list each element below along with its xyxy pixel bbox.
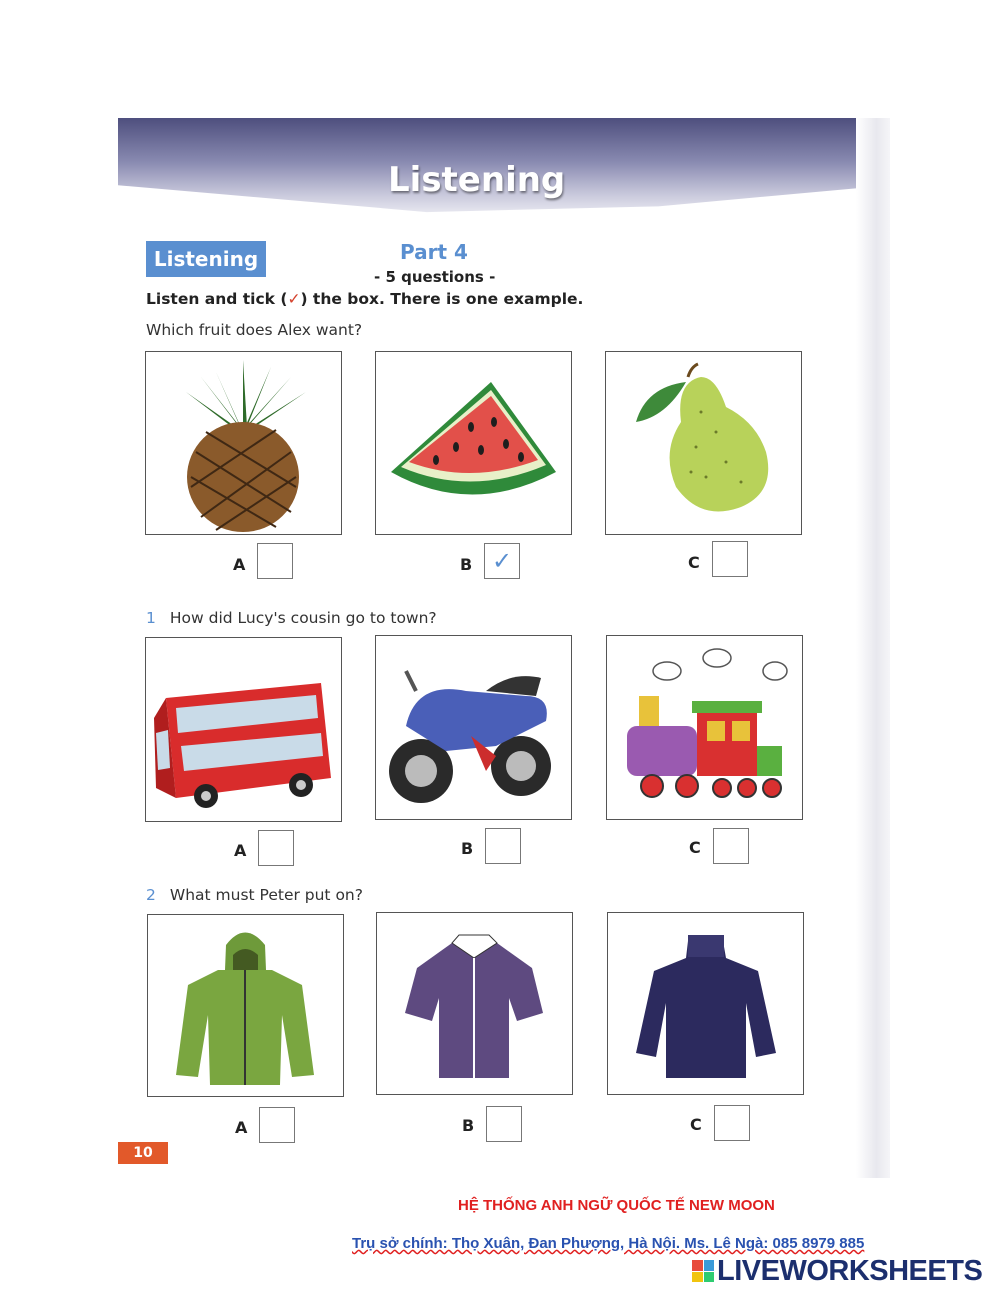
tick-box-example-c[interactable] xyxy=(712,541,748,577)
tick-box-q1-a[interactable] xyxy=(258,830,294,866)
option-letter-b: B xyxy=(460,555,473,574)
sweater-picture xyxy=(607,912,804,1095)
instructions-before: Listen and tick ( xyxy=(146,290,288,308)
tick-box-example-b[interactable]: ✓ xyxy=(484,543,520,579)
option-letter-b: B xyxy=(461,839,474,858)
question-count: - 5 questions - xyxy=(374,268,496,286)
watermark-text: LIVEWORKSHEETS xyxy=(717,1254,983,1287)
instructions-after: ) the box. There is one example. xyxy=(300,290,584,308)
option-letter-c: C xyxy=(688,553,700,572)
motorbike-picture xyxy=(375,635,572,820)
option-letter-a: A xyxy=(233,555,246,574)
question-1 xyxy=(146,609,437,627)
bus-picture xyxy=(145,637,342,822)
jacket-picture xyxy=(147,914,344,1097)
question-text: How did Lucy's cousin go to town? xyxy=(169,609,437,627)
watermelon-picture xyxy=(375,351,572,535)
footer-address: Trụ sở chính: Thọ Xuân, Đan Phượng, Hà Nội. Ms. Lê Ngà: 085 8979 885 xyxy=(352,1235,865,1252)
footer-school-name: HỆ THỐNG ANH NGỮ QUỐC TẾ NEW MOON xyxy=(458,1197,775,1214)
tick-box-example-a[interactable] xyxy=(257,543,293,579)
banner-title: Listening xyxy=(388,160,566,200)
option-letter-c: C xyxy=(690,1115,702,1134)
pineapple-picture xyxy=(145,351,342,535)
instructions xyxy=(146,290,583,308)
question-2 xyxy=(146,886,363,904)
liveworksheets-logo-icon xyxy=(692,1260,714,1282)
part-title: Part 4 xyxy=(400,240,468,264)
pear-picture xyxy=(605,351,802,535)
tick-mark-icon: ✓ xyxy=(287,290,301,308)
worksheet-page xyxy=(118,118,890,1178)
page-edge-shadow xyxy=(856,118,890,1178)
train-picture xyxy=(606,635,803,820)
question-number: 1 xyxy=(146,609,156,627)
liveworksheets-watermark xyxy=(692,1254,982,1288)
tick-box-q2-c[interactable] xyxy=(714,1105,750,1141)
question-text: What must Peter put on? xyxy=(169,886,363,904)
option-letter-a: A xyxy=(235,1118,248,1137)
shirt-picture xyxy=(376,912,573,1095)
option-letter-a: A xyxy=(234,841,247,860)
tick-box-q1-b[interactable] xyxy=(485,828,521,864)
option-letter-c: C xyxy=(689,838,701,857)
question-number: 2 xyxy=(146,886,156,904)
tick-box-q1-c[interactable] xyxy=(713,828,749,864)
example-question: Which fruit does Alex want? xyxy=(146,321,363,339)
option-letter-b: B xyxy=(462,1116,475,1135)
tick-box-q2-b[interactable] xyxy=(486,1106,522,1142)
page-number: 10 xyxy=(118,1142,168,1164)
section-tag: Listening xyxy=(146,241,266,277)
tick-box-q2-a[interactable] xyxy=(259,1107,295,1143)
